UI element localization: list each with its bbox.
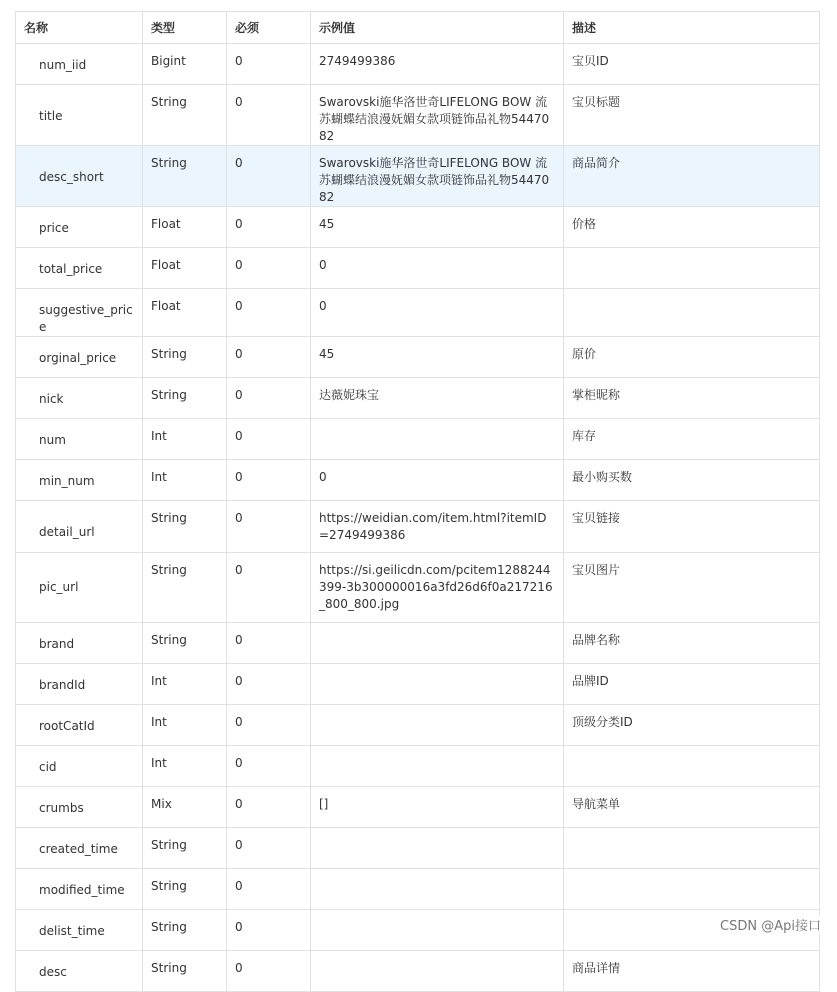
table-row [16,910,820,951]
cell-type: String [143,553,227,623]
cell-type: Int [143,705,227,746]
cell-description [564,828,820,869]
cell-type: Float [143,248,227,289]
cell-name: desc_short [16,146,143,207]
cell-example [311,623,564,664]
table-row [16,951,820,992]
cell-example [311,951,564,992]
cell-example: https://si.geilicdn.com/pcitem1288244399-3b300000016a3fd26d6f0a217216_800_800.jpg [311,553,564,623]
cell-example [311,705,564,746]
cell-description: 品牌名称 [564,623,820,664]
cell-description: 品牌ID [564,664,820,705]
table-row [16,501,820,553]
cell-description: 导航菜单 [564,787,820,828]
cell-type: String [143,623,227,664]
cell-example: 45 [311,337,564,378]
cell-description [564,289,820,337]
cell-name: nick [16,378,143,419]
cell-type: String [143,337,227,378]
api-fields-table-container [15,11,819,992]
cell-example: [] [311,787,564,828]
cell-required: 0 [227,85,311,146]
cell-description: 宝贝标题 [564,85,820,146]
table-row [16,664,820,705]
col-header-name: 名称 [16,12,143,44]
col-header-example: 示例值 [311,12,564,44]
col-header-description: 描述 [564,12,820,44]
cell-required: 0 [227,951,311,992]
cell-name: cid [16,746,143,787]
cell-required: 0 [227,869,311,910]
cell-name: created_time [16,828,143,869]
table-row [16,419,820,460]
cell-example [311,419,564,460]
table-row-highlighted [16,146,820,207]
cell-example: 45 [311,207,564,248]
cell-description: 宝贝图片 [564,553,820,623]
table-row [16,787,820,828]
cell-name: rootCatId [16,705,143,746]
cell-name: num [16,419,143,460]
cell-name: suggestive_price [16,289,143,337]
cell-required: 0 [227,337,311,378]
cell-required: 0 [227,378,311,419]
cell-description: 原价 [564,337,820,378]
table-header-row [16,12,820,44]
table-row [16,869,820,910]
cell-description [564,248,820,289]
cell-example: 0 [311,248,564,289]
api-fields-table [15,11,820,992]
cell-example [311,910,564,951]
cell-name: crumbs [16,787,143,828]
cell-type: Int [143,746,227,787]
cell-example: 0 [311,460,564,501]
table-row [16,705,820,746]
cell-type: Mix [143,787,227,828]
table-row [16,85,820,146]
cell-name: detail_url [16,501,143,553]
cell-required: 0 [227,207,311,248]
cell-type: String [143,378,227,419]
cell-required: 0 [227,419,311,460]
cell-name: orginal_price [16,337,143,378]
cell-example: 0 [311,289,564,337]
cell-name: brand [16,623,143,664]
table-row [16,553,820,623]
cell-type: Int [143,419,227,460]
table-row [16,337,820,378]
cell-description: 商品详情 [564,951,820,992]
table-row [16,828,820,869]
cell-required: 0 [227,146,311,207]
cell-example [311,664,564,705]
cell-name: pic_url [16,553,143,623]
col-header-required: 必须 [227,12,311,44]
cell-required: 0 [227,828,311,869]
cell-type: Float [143,289,227,337]
table-row [16,44,820,85]
csdn-watermark: CSDN @Api接口 [718,915,823,934]
cell-required: 0 [227,44,311,85]
cell-required: 0 [227,746,311,787]
cell-type: Int [143,460,227,501]
cell-name: price [16,207,143,248]
cell-example [311,746,564,787]
cell-type: Bigint [143,44,227,85]
table-row [16,289,820,337]
cell-description [564,746,820,787]
cell-example: 2749499386 [311,44,564,85]
table-row [16,378,820,419]
cell-example: Swarovski施华洛世奇LIFELONG BOW 流苏蝴蝶结浪漫妩媚女款项链饰品礼物5447082 [311,146,564,207]
table-row [16,623,820,664]
cell-required: 0 [227,501,311,553]
cell-required: 0 [227,289,311,337]
cell-type: String [143,146,227,207]
cell-name: total_price [16,248,143,289]
cell-description: 商品简介 [564,146,820,207]
cell-description: 掌柜昵称 [564,378,820,419]
cell-example: 达薇妮珠宝 [311,378,564,419]
table-row [16,248,820,289]
col-header-type: 类型 [143,12,227,44]
cell-example: Swarovski施华洛世奇LIFELONG BOW 流苏蝴蝶结浪漫妩媚女款项链饰品礼物5447082 [311,85,564,146]
cell-type: String [143,85,227,146]
cell-type: String [143,828,227,869]
table-row [16,207,820,248]
cell-name: min_num [16,460,143,501]
cell-required: 0 [227,460,311,501]
cell-required: 0 [227,248,311,289]
cell-example [311,828,564,869]
cell-description: 顶级分类ID [564,705,820,746]
cell-required: 0 [227,910,311,951]
cell-name: modified_time [16,869,143,910]
table-row [16,746,820,787]
cell-required: 0 [227,705,311,746]
cell-required: 0 [227,623,311,664]
cell-type: Int [143,664,227,705]
cell-example: https://weidian.com/item.html?itemID=2749499386 [311,501,564,553]
cell-description: 价格 [564,207,820,248]
cell-name: num_iid [16,44,143,85]
cell-description: 最小购买数 [564,460,820,501]
cell-example [311,869,564,910]
cell-type: String [143,869,227,910]
cell-name: desc [16,951,143,992]
cell-description [564,869,820,910]
cell-required: 0 [227,787,311,828]
cell-type: String [143,951,227,992]
cell-name: title [16,85,143,146]
cell-required: 0 [227,553,311,623]
cell-description: 库存 [564,419,820,460]
cell-name: brandId [16,664,143,705]
cell-type: Float [143,207,227,248]
cell-type: String [143,501,227,553]
cell-required: 0 [227,664,311,705]
cell-type: String [143,910,227,951]
cell-name: delist_time [16,910,143,951]
table-row [16,460,820,501]
cell-description: 宝贝链接 [564,501,820,553]
cell-description: 宝贝ID [564,44,820,85]
